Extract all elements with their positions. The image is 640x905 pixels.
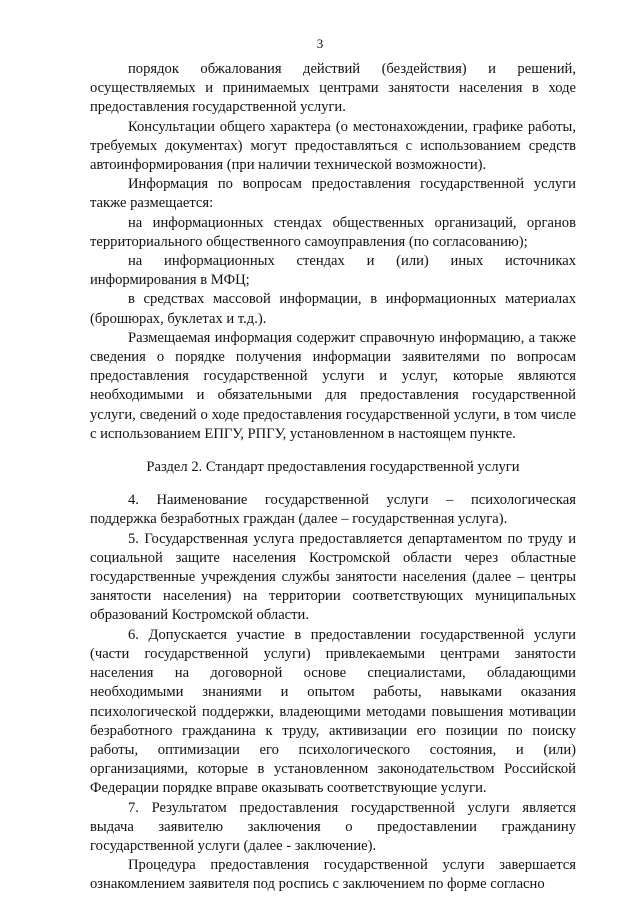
paragraph-reference-info: Размещаемая информация содержит справочную информацию, а также сведения о порядке получения информации заявителями по вопросам предоставления государственной услуги и услуг, которые являются необходимыми и обязательными для предоставления государственной услуги, сведений о ходе предоставления государственной услуги, в том числе с использованием ЕПГУ, РПГУ, установленном в настоящем пункте. xyxy=(90,329,576,442)
page-number: 3 xyxy=(316,36,324,51)
paragraph-consultations: Консультации общего характера (о местонахождении, графике работы, требуемых документах) могут предоставляться с использованием средств автоинформирования (при наличии технической возможности). xyxy=(90,118,576,174)
paragraph-mfc-stands: на информационных стендах и (или) иных источниках информирования в МФЦ; xyxy=(90,253,576,289)
paragraph-public-org-stands: на информационных стендах общественных организаций, органов территориального общественного самоуправления (по согласованию); xyxy=(90,214,576,250)
document-body xyxy=(90,60,576,895)
section-title: Раздел 2. Стандарт предоставления государственной услуги xyxy=(146,459,520,476)
paragraph-specialists: 6. Допускается участие в предоставлении государственной услуги (части государственной услуги) привлекаемыми центрами занятости населения на договорной основе специалистами, обладающими необходимыми знаниями и опытом работы, навыками оказания психологической поддержки, владеющими методами повышения мотивации безработного гражданина к труду, активизации его позиции по поиску работы, оптимизации его психологического состояния, и (или) организациями, которые в установленном законодательством Российской Федерации порядке вправе оказывать соответствующие услуги. xyxy=(90,626,576,797)
paragraph-appeal-procedure: порядок обжалования действий (бездействия) и решений, осуществляемых и принимаемых центрами занятости населения в ходе предоставления государственной услуги. xyxy=(90,61,576,116)
paragraph-info-placement: Информация по вопросам предоставления государственной услуги также размещается: xyxy=(90,176,576,212)
paragraph-procedure-end: Процедура предоставления государственной услуги завершается ознакомлением заявителя под роспись с заключением по форме согласно xyxy=(90,857,576,893)
paragraph-mass-media: в средствах массовой информации, в информационных материалах (брошюрах, буклетах и т.д.). xyxy=(90,291,576,327)
paragraph-service-name: 4. Наименование государственной услуги – психологическая поддержка безработных граждан (далее – государственная услуга). xyxy=(90,492,576,528)
paragraph-service-provider: 5. Государственная услуга предоставляется департаментом по труду и социальной защите населения Костромской области через областные государственные учреждения службы занятости населения (далее – центры занятости населения) на территории соответствующих муниципальных образований Костромской области. xyxy=(90,530,576,624)
paragraph-result: 7. Результатом предоставления государственной услуги является выдача заявителю заключения о предоставлении гражданину государственной услуги (далее - заключение). xyxy=(90,799,576,854)
